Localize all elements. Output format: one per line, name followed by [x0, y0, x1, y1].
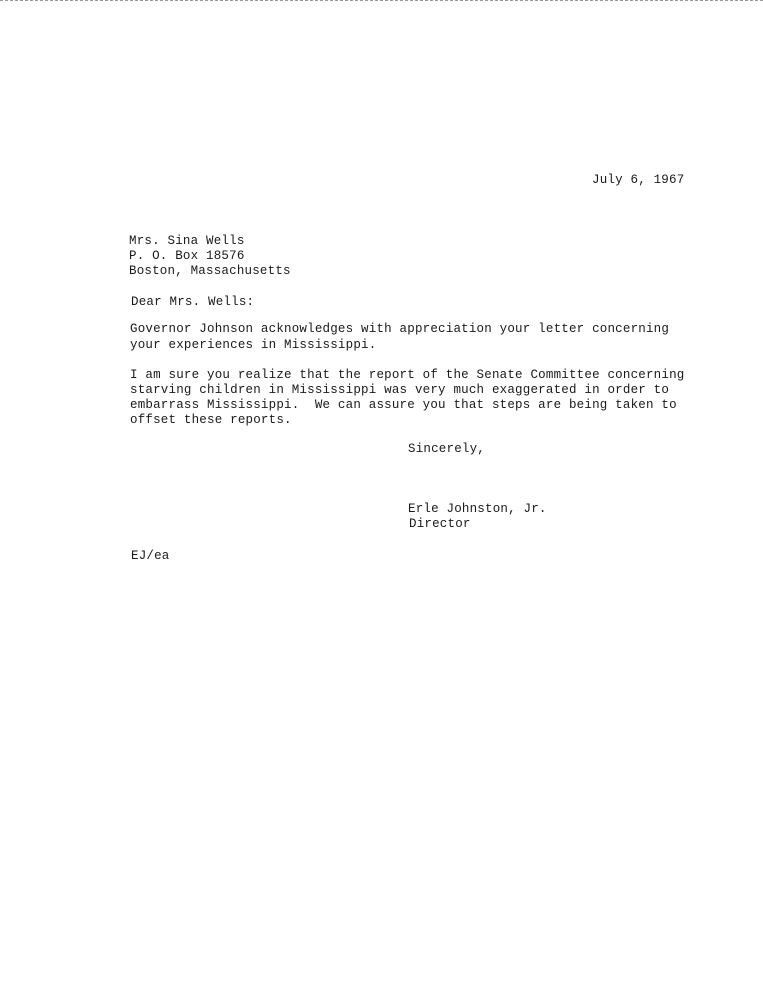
paragraph-2-line-3: embarrass Mississippi. We can assure you that steps are being taken to: [130, 398, 677, 412]
signature-title: Director: [409, 517, 471, 531]
reference-initials: EJ/ea: [131, 549, 170, 563]
recipient-name: Mrs. Sina Wells: [129, 234, 245, 248]
paragraph-1-line-1: Governor Johnson acknowledges with appreciation your letter concerning: [130, 322, 670, 336]
recipient-city-state: Boston, Massachusetts: [129, 264, 291, 278]
salutation: Dear Mrs. Wells:: [131, 295, 255, 309]
paragraph-1-line-2: your experiences in Mississippi.: [130, 338, 377, 352]
paragraph-2-line-2: starving children in Mississippi was very much exaggerated in order to: [130, 383, 670, 397]
letter-date: July 6, 1967: [592, 173, 685, 187]
recipient-po-box: P. O. Box 18576: [129, 249, 245, 263]
paragraph-2-line-1: I am sure you realize that the report of the Senate Committee concerning: [130, 368, 685, 382]
closing: Sincerely,: [408, 442, 486, 456]
signature-name: Erle Johnston, Jr.: [408, 502, 547, 516]
paragraph-2-line-4: offset these reports.: [130, 413, 292, 427]
page-top-border: [0, 0, 763, 1]
